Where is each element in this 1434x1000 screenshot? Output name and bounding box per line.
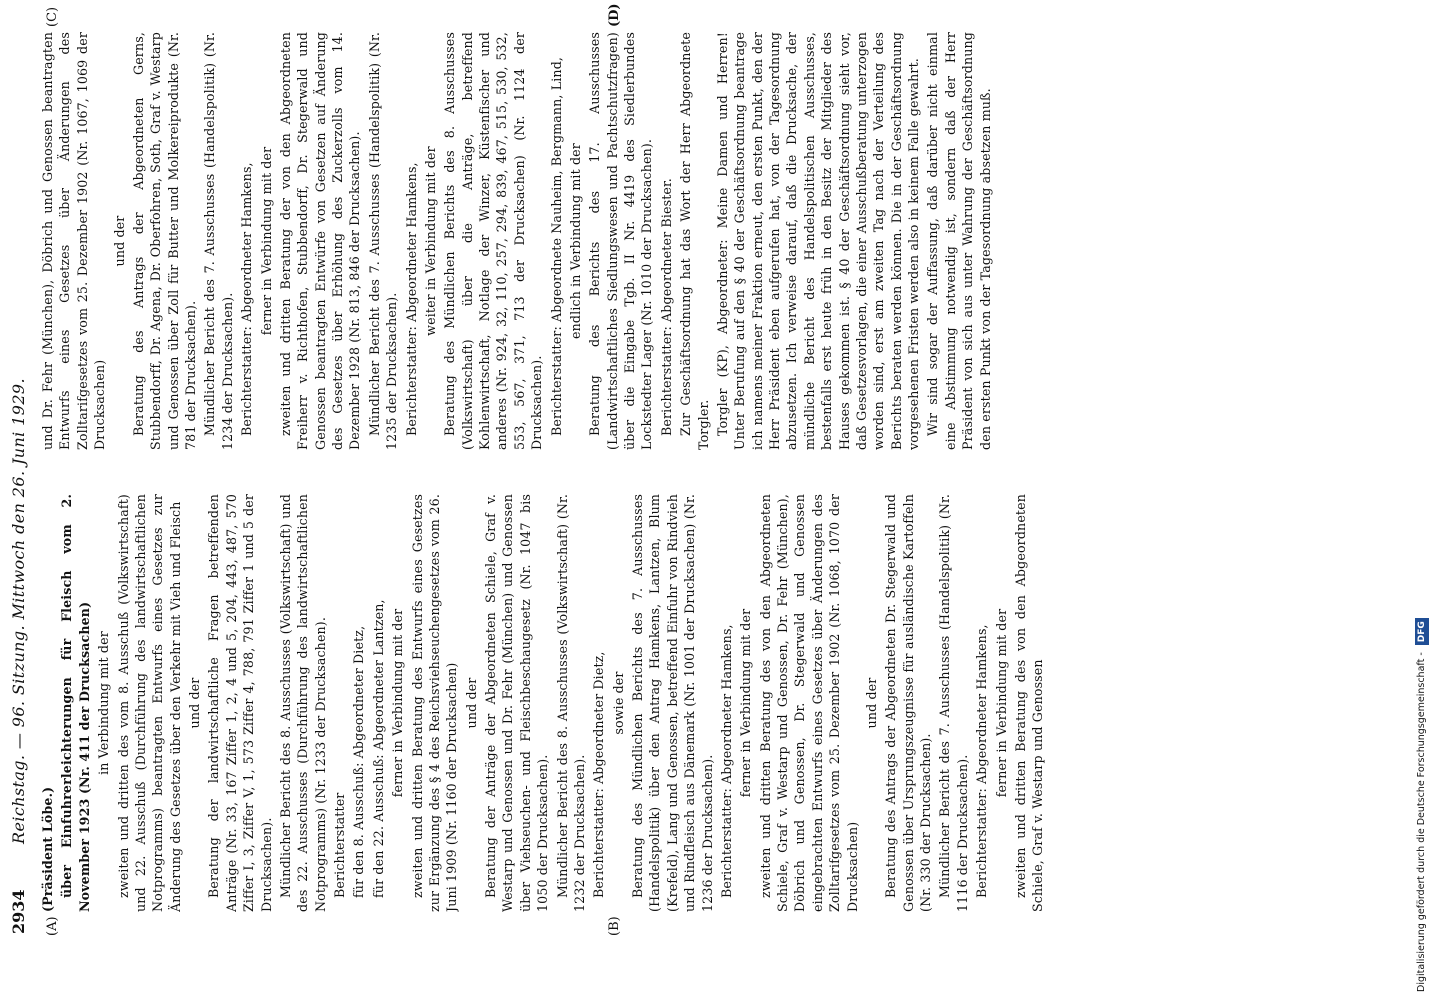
digitization-note-text: Digitalisierung gefördert durch die Deutsche Forschungsgemeinschaft - <box>1416 652 1427 992</box>
left-column-paragraph: Berichterstatter: Abgeordneter Dietz, <box>591 651 607 898</box>
left-column-paragraph: sowie der <box>610 671 626 735</box>
right-column-paragraph: Mündlicher Bericht des 7. Ausschusses (Handelspolitik) (Nr. 1234 der Drucksachen). <box>202 32 235 450</box>
right-column-paragraph: Torgler (KP), Abgeordneter: Meine Damen und Herren! Unter Berufung auf den § 40 der Geschäftsordnung beantrage ich namens meiner Fraktion erneut, den ersten Punkt, den der Herr Präsident eben aufgerufen hat, von der Tagesordnung abzusetzen. Ich verweise darauf, daß die Drucksache, der mündliche Bericht des Handelspolitischen Ausschusses, bestenfalls erst heute früh in den Besitz der Mitglieder des Hauses gekommen ist. § 40 der Geschäftsordnung sieht vor, daß Gesetzesvorlagen, die einer Ausschußberatung unterzogen worden sind, erst am zweiten Tag nach der Verteilung des Berichts beraten werden können. Die in der Geschäftsordnung vorgesehenen Fristen werden also in keinem Falle gewahrt. <box>714 32 921 450</box>
left-column-paragraph: Mündlicher Bericht des 7. Ausschusses (Handelspolitik) (Nr. 1116 der Drucksachen). <box>937 494 970 912</box>
right-column-paragraph: und Dr. Fehr (München), Döbrich und Genossen beantragten Entwurfs eines Gesetzes über Änderungen des Zolltarifgesetzes vom 25. Dezember 1902 (Nr. 1067, 1069 der Drucksachen) <box>40 32 108 450</box>
right-column-paragraph: Berichterstatter: Abgeordneter Hamkens, <box>403 162 419 436</box>
left-column-paragraph: über Einfuhrerleichterungen für Fleisch vom 2. November 1923 (Nr. 411 der Drucksachen) <box>59 494 92 912</box>
right-column-paragraph: ferner in Verbindung mit der <box>258 146 274 336</box>
right-column-paragraph: zweiten und dritten Beratung der von den Abgeordneten Freiherr v. Richthofen, Stubbendorff, Dr. Stegerwald und Genossen beantragten Entwürfe von Gesetzen auf Änderung des Gesetzes über Erhöhung des Zuckerzolls vom 14. Dezember 1928 (Nr. 813, 846 der Drucksachen). <box>277 32 363 450</box>
digitization-note-text-wrapper <box>1414 8 1430 992</box>
left-column-paragraph: in Verbindung mit der <box>96 631 112 775</box>
left-column-paragraph: zweiten und dritten Beratung des Entwurfs eines Gesetzes zur Ergänzung des § 4 des Reichsviehseuchengesetzes vom 26. Juni 1909 (Nr. 1160 der Drucksachen) <box>409 494 460 912</box>
right-column-paragraph: Wir sind sogar der Auffassung, daß darüber nicht einmal eine Abstimmung notwendig ist, sondern daß der Herr Präsident von sich aus unter Wahrung der Geschäftsordnung den ersten Punkt von der Tagesordnung absetzen muß. <box>925 32 993 450</box>
left-column-paragraph: Beratung der landwirtschaftliche Fragen betreffenden Anträge (Nr. 33, 167 Ziffer 1, 2, 4 und 5, 204, 443, 487, 570 Ziffer I, 3, Ziffer V, 1, 573 Ziffer 4, 788, 791 Ziffer 1 und 5 der Drucksachen). <box>206 494 274 912</box>
left-column-paragraph: und der <box>187 677 202 729</box>
margin-marker-b: (B) <box>607 916 622 936</box>
running-title: Reichstag. — 96. Sitzung. Mittwoch den 26. Juni 1929. <box>9 378 28 844</box>
right-column-paragraph: Berichterstatter: Abgeordneter Biester. <box>658 178 674 436</box>
left-column-paragraph: zweiten und dritten Beratung des von den Abgeordneten Schiele, Graf v. Westarp und Genossen, Dr. Fehr (München), Döbrich und Genossen, Dr. Stegerwald und Genossen eingebrachten Entwurfs eines Gesetzes über Änderungen des Zolltarifgesetzes vom 25. Dezember 1902 (Nr. 1068, 1070 der Drucksachen) <box>757 494 860 912</box>
left-column-paragraph: und der <box>463 677 479 729</box>
right-column-paragraph: endlich in Verbindung mit der <box>567 143 583 339</box>
left-column-paragraph: Mündlicher Bericht des 8. Ausschusses (Volkswirtschaft) (Nr. 1232 der Drucksachen). <box>554 494 587 912</box>
right-text-column <box>39 32 1327 450</box>
right-column-paragraph: Zur Geschäftsordnung hat das Wort der Herr Abgeordnete Torgler. <box>678 32 711 450</box>
right-column-paragraph: und der <box>111 215 127 267</box>
left-column-paragraph: ferner in Verbindung mit der <box>738 608 754 798</box>
margin-marker-a: (A) <box>45 916 60 936</box>
left-column-paragraph: zweiten und dritten des vom 8. Ausschuß (Volkswirtschaft) und 22. Ausschuß (Durchführung des landwirtschaftlichen Notprogramms) beantragten Entwurfs eines Gesetzes zur Änderung des Gesetzes über den Verkehr mit Vieh und Fleisch <box>115 494 183 912</box>
right-column-paragraph: Beratung des Antrags der Abgeordneten Gerns, Stubbendorff, Dr. Agena, Dr. Oberfohren, Soth, Graf v. Westarp und Genossen über Zoll für Butter und Molkereiprodukte (Nr. 781 der Drucksachen). <box>130 32 198 450</box>
left-column-paragraph: für den 8. Ausschuß: Abgeordneter Dietz, <box>351 625 367 898</box>
left-column-paragraph: ferner in Verbindung mit der <box>993 608 1009 798</box>
right-column-paragraph: weiter in Verbindung mit der <box>422 146 438 336</box>
margin-marker-d: (D) <box>607 3 622 27</box>
digitization-note <box>1414 8 1430 992</box>
left-column-paragraph: Beratung des Antrags der Abgeordneten Dr. Stegerwald und Genossen über Ursprungszeugnisse für ausländische Kartoffeln (Nr. 330 der Drucksachen). <box>883 494 933 912</box>
rotated-document-page <box>0 2 1337 942</box>
right-column-paragraph: Berichterstatter: Abgeordneter Hamkens, <box>239 162 255 436</box>
margin-marker-c: (C) <box>45 6 60 27</box>
right-column-paragraph: Mündlicher Bericht des 7. Ausschusses (Handelspolitik) (Nr. 1235 der Drucksachen). <box>366 32 400 450</box>
right-column-paragraph: Beratung des Mündlichen Berichts des 8. Ausschusses (Volkswirtschaft) über die Anträge, betreffend Kohlenwirtschaft, Notlage der Winzer, Küstenfischer und anderes (Nr. 924, 32, 110, 257, 294, 839, 467, 515, 530, 532, 553, 567, 371, 713 der Drucksachen) (Nr. 1124 der Drucksachen). <box>442 32 545 450</box>
left-column-paragraph: zweiten und dritten Beratung des von den Abgeordneten Schiele, Graf v. Westarp und Genossen <box>1012 494 1046 912</box>
right-column-paragraph: Berichterstatter: Abgeordnete Nauheim, Bergmann, Lind, <box>548 56 564 436</box>
left-text-column <box>39 494 1327 912</box>
dfg-logo: DFG <box>1415 618 1429 645</box>
left-column-paragraph: Berichterstatter: Abgeordneter Hamkens, <box>974 624 990 898</box>
left-column-paragraph: für den 22. Ausschuß: Abgeordneter Lantzen, <box>370 599 386 898</box>
right-column-paragraph: Beratung des Berichts des 17. Ausschusses (Landwirtschaftliches Siedlungswesen und Pachtschutzfragen) über die Eingabe Tgb. II Nr. 4419 des Siedlerbundes Lockstedter Lager (Nr. 1010 der Drucksachen). <box>587 32 655 450</box>
left-column-paragraph: Mündlicher Bericht des 8. Ausschusses (Volkswirtschaft) und des 22. Ausschusses (Durchführung des landwirtschaftlichen Notprogramms) (Nr. 1233 der Drucksachen). <box>277 494 328 912</box>
left-column-paragraph: Berichterstatter <box>332 792 347 898</box>
left-column-paragraph: Beratung der Anträge der Abgeordneten Schiele, Graf v. Westarp und Genossen und Dr. Fehr (München) und Genossen über Viehseuchen- und Fleischbeschaugesetz (Nr. 1047 bis 1050 der Drucksachen). <box>483 494 551 912</box>
left-column-paragraph: Berichterstatter: Abgeordneter Hamkens, <box>718 624 734 898</box>
left-column-paragraph: und der <box>863 677 879 729</box>
page-header <box>9 10 31 934</box>
left-column-paragraph: ferner in Verbindung mit der <box>390 608 406 798</box>
left-column-paragraph: (Präsident Löbe.) <box>40 786 55 912</box>
left-column-paragraph: Beratung des Mündlichen Berichts des 7. Ausschusses (Handelspolitik) über den Antrag Hamkens, Lantzen, Blum (Krefeld), Lang und Genossen, betreffend Einfuhr von Rindvieh und Rindfleisch aus Dänemark (Nr. 1001 der Drucksachen) (Nr. 1236 der Drucksachen). <box>630 494 715 912</box>
page-number: 2934 <box>9 889 28 934</box>
